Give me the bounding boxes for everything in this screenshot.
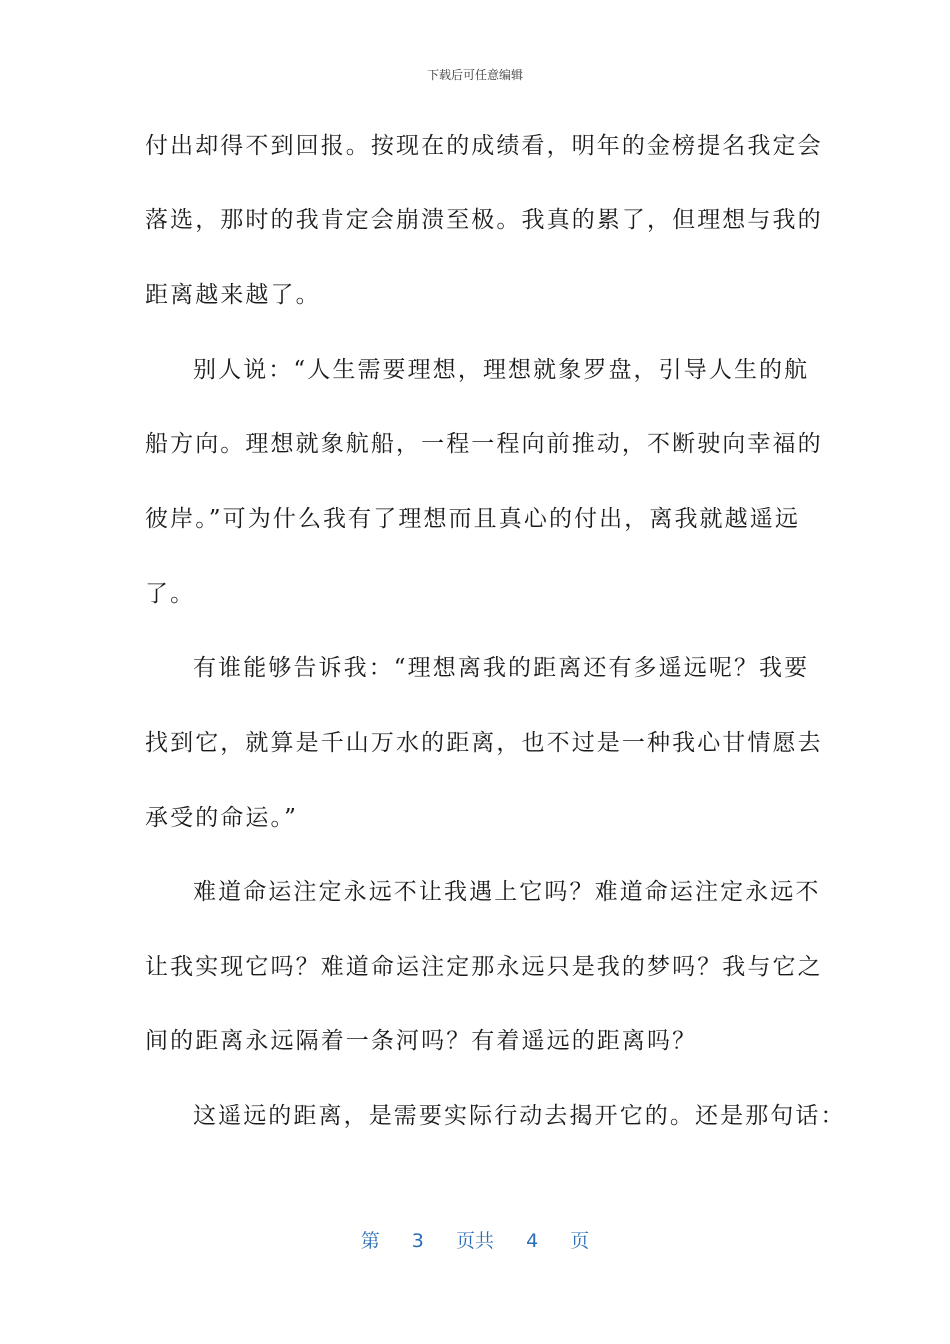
footer-total-pages: 4 — [526, 1230, 539, 1252]
page-footer — [0, 1226, 950, 1253]
footer-page-number: 3 — [411, 1230, 424, 1252]
text-line: 了。 — [145, 581, 196, 607]
paragraph-start-line: 有谁能够告诉我：“理想离我的距离还有多遥远呢？我要 — [193, 655, 810, 681]
footer-middle: 页共 — [455, 1230, 494, 1252]
footer-suffix: 页 — [570, 1230, 590, 1252]
text-line: 找到它，就算是千山万水的距离，也不过是一种我心甘情愿去 — [145, 730, 823, 756]
text-line: 彼岸。”可为什么我有了理想而且真心的付出，离我就越遥远 — [145, 506, 800, 532]
text-line: 付出却得不到回报。按现在的成绩看，明年的金榜提名我定会 — [145, 133, 823, 159]
text-line: 距离越来越了。 — [145, 282, 321, 308]
text-line: 让我实现它吗？难道命运注定那永远只是我的梦吗？我与它之 — [145, 954, 823, 980]
footer-prefix: 第 — [360, 1230, 380, 1252]
paragraph-start-line: 别人说：“人生需要理想，理想就象罗盘，引导人生的航 — [193, 357, 810, 383]
header-note: 下载后可任意编辑 — [426, 68, 523, 82]
text-line: 承受的命运。” — [145, 805, 298, 831]
text-line: 落选，那时的我肯定会崩溃至极。我真的累了，但理想与我的 — [145, 207, 823, 233]
paragraph-start-line: 难道命运注定永远不让我遇上它吗？难道命运注定永远不 — [193, 879, 821, 905]
text-line: 船方向。理想就象航船，一程一程向前推动，不断驶向幸福的 — [145, 431, 823, 457]
text-line: 间的距离永远隔着一条河吗？有着遥远的距离吗？ — [145, 1028, 698, 1054]
paragraph-start-line: 这遥远的距离，是需要实际行动去揭开它的。还是那句话： — [193, 1103, 846, 1129]
